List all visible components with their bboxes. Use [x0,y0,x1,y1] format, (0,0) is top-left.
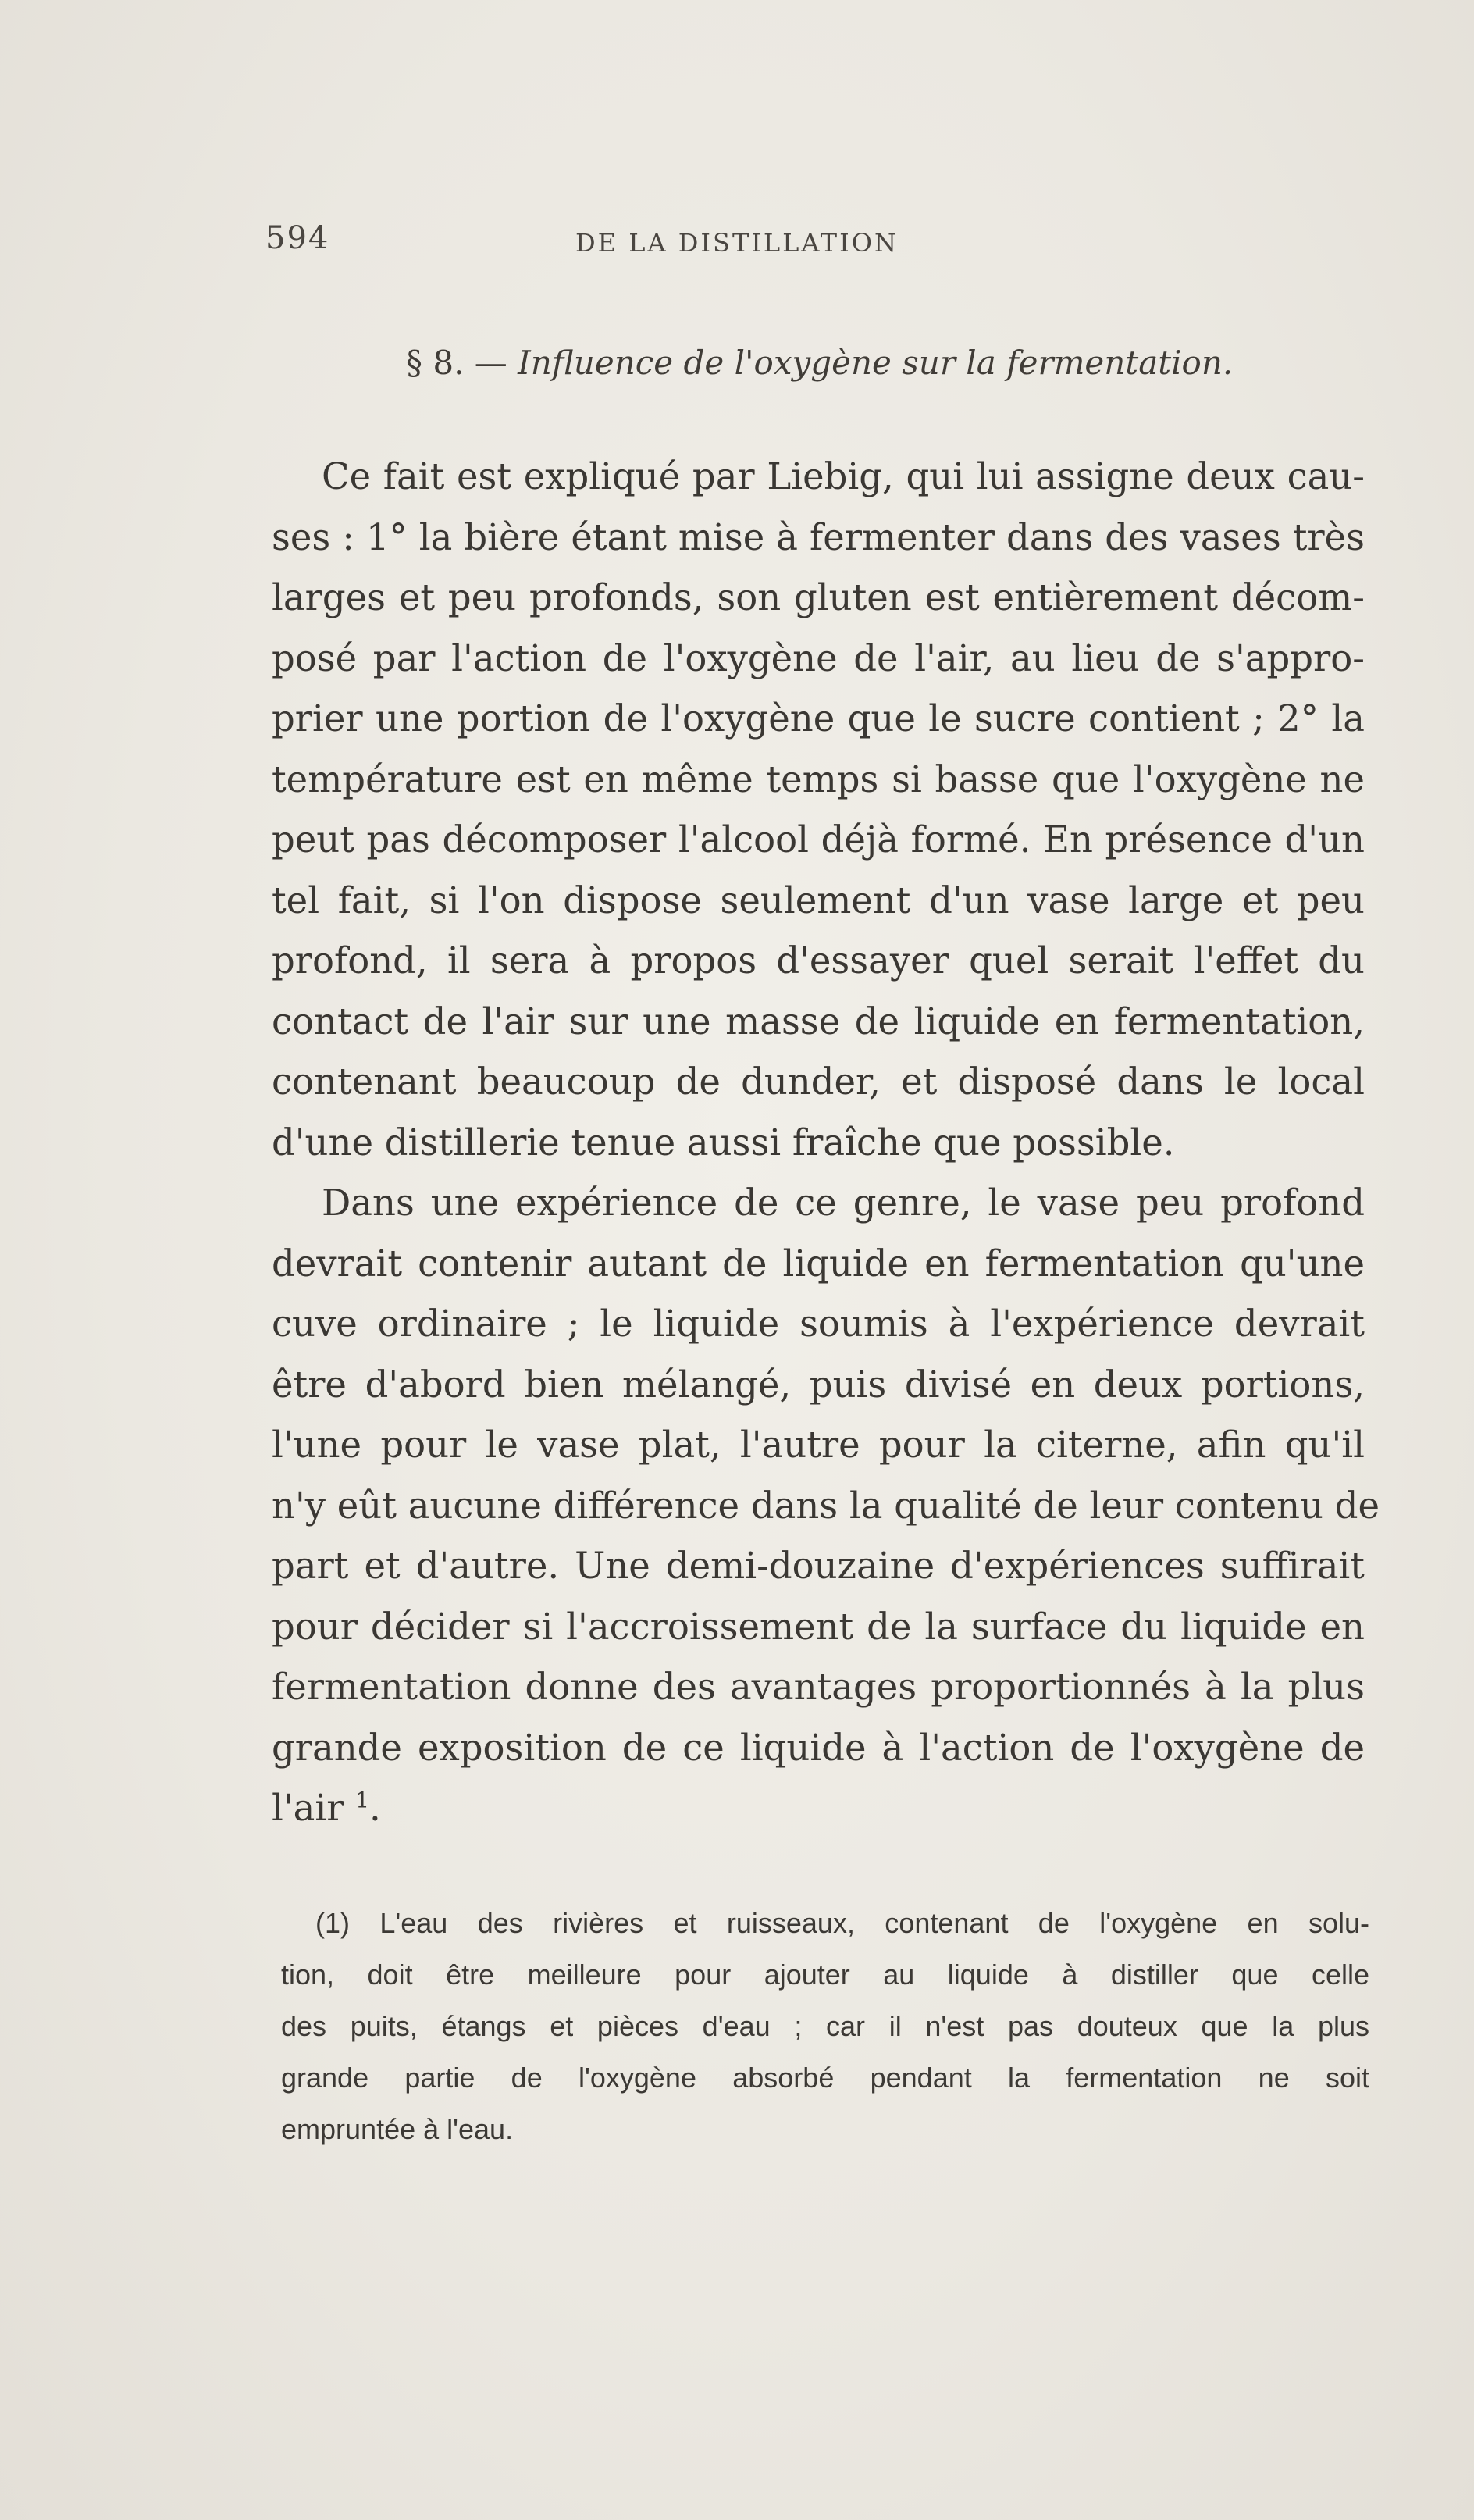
section-heading [406,344,1265,382]
body-line: ses : 1° la bière étant mise à fermenter dans des vases très [272,515,1365,558]
body-line-final [272,1778,1365,1839]
footnote-line: des puits, étangs et pièces d'eau ; car il n'est pas douteux que la plus [281,2010,1369,2042]
body-line: Dans une expérience de ce genre, le vase peu profond [322,1182,1365,1224]
body-line: posé par l'action de l'oxygène de l'air, au lieu de s'appro- [272,636,1365,679]
page-number: 594 [265,220,330,256]
footnote-block [281,1898,1369,2155]
body-last-word: l'air [272,1787,344,1829]
body-line: tel fait, si l'on dispose seulement d'un vase large et peu [272,879,1365,921]
section-title-text: Influence de l'oxygène sur la fermentation. [518,344,1234,382]
body-line: fermentation donne des avantages proportionnés à la plus [272,1666,1365,1708]
body-line: pour décider si l'accroissement de la surface du liquide en [272,1605,1365,1648]
body-terminal-period: . [369,1787,381,1829]
body-line: profond, il sera à propos d'essayer quel serait l'effet du [272,939,1365,982]
body-line: peut pas décomposer l'alcool déjà formé. En présence d'un [272,818,1365,861]
body-line: part et d'autre. Une demi-douzaine d'expériences suffirait [272,1545,1365,1587]
body-line: prier une portion de l'oxygène que le sucre contient ; 2° la [272,697,1365,740]
body-line: l'une pour le vase plat, l'autre pour la citerne, afin qu'il [272,1424,1365,1466]
body-line: devrait contenir autant de liquide en fermentation qu'une [272,1242,1365,1285]
body-line: d'une distillerie tenue aussi fraîche que possible. [272,1121,1175,1164]
body-line: contenant beaucoup de dunder, et disposé dans le local [272,1060,1365,1103]
body-line: Ce fait est expliqué par Liebig, qui lui assigne deux cau- [322,455,1365,497]
body-line: température est en même temps si basse que l'oxygène ne [272,757,1365,800]
running-title: DE LA DISTILLATION [575,228,899,258]
body-line: grande exposition de ce liquide à l'action de l'oxygène de [272,1726,1365,1769]
footnote-line: (1) L'eau des rivières et ruisseaux, contenant de l'oxygène en solu- [315,1907,1369,1939]
footnote-reference[interactable]: 1 [355,1787,370,1813]
body-line: cuve ordinaire ; le liquide soumis à l'expérience devrait [272,1303,1365,1345]
footnote-line: grande partie de l'oxygène absorbé pendant la fermentation ne soit [281,2062,1369,2094]
footnote-line: empruntée à l'eau. [281,2113,514,2145]
body-line: être d'abord bien mélangé, puis divisé en deux portions, [272,1363,1365,1406]
body-line: larges et peu profonds, son gluten est entièrement décom- [272,576,1365,618]
section-mark: § 8. — [406,344,507,382]
body-line: contact de l'air sur une masse de liquide en fermentation, [272,1000,1365,1043]
body-text [272,447,1380,1839]
footnote-line: tion, doit être meilleure pour ajouter au liquide à distiller que celle [281,1959,1369,1991]
body-line: n'y eût aucune différence dans la qualité de leur contenu de [272,1484,1380,1527]
